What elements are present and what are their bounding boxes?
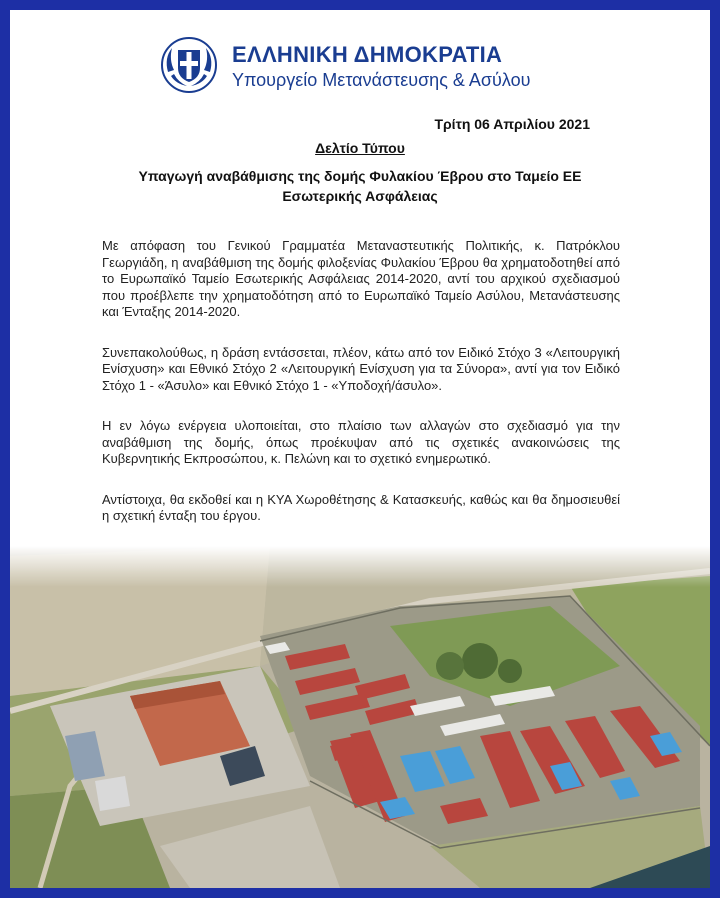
- paragraph: Η εν λόγω ενέργεια υλοποιείται, στο πλαίσιο των αλλαγών στο σχεδιασμό για την αναβάθμιση της δομής, όπως προέκυψαν από τις σχετικές ανακοινώσεις της Κυβερνητικής Εκπροσώπου, κ. Πελώνη και το σχετικό ενημερωτικό.: [102, 418, 620, 466]
- press-release-page: [10, 10, 710, 888]
- release-date: Τρίτη 06 Απριλίου 2021: [434, 116, 590, 132]
- paragraph: Με απόφαση του Γενικού Γραμματέα Μεταναστευτικής Πολιτικής, κ. Πατρόκλου Γεωργιάδη, η αναβάθμιση της δομής φιλοξενίας Φυλακίου Έβρου θα χρηματοδοτηθεί από το Ευρωπαϊκό Ταμείο Εσωτερικής Ασφάλειας 2014-2020, αντί του αρχικού σχεδιασμού που προέβλεπε την χρηματοδότηση από το Ευρωπαϊκό Ταμείο Ασύλου, Μετανάστευσης και Ένταξης 2014-2020.: [102, 238, 620, 319]
- paragraph: Αντίστοιχα, θα εκδοθεί και η ΚΥΑ Χωροθέτησης & Κατασκευής, καθώς και θα δημοσιευθεί η σχετική ένταξη του έργου.: [102, 491, 620, 523]
- body-text: [102, 238, 620, 549]
- ministry-subtitle: Υπουργείο Μετανάστευσης & Ασύλου: [232, 70, 531, 90]
- paragraph: Συνεπακολούθως, η δράση εντάσσεται, πλέον, κάτω από τον Ειδικό Στόχο 3 «Λειτουργική Ενίσχυση» και Εθνικό Στόχο 2 «Λειτουργική Ενίσχυση για τα Σύνορα», αντί για τον Ειδικό Στόχο 1 - «Άσυλο» και Εθνικό Στόχο 1 - «Υποδοχή/άσυλο».: [102, 344, 620, 393]
- letterhead: [10, 32, 710, 102]
- ministry-title: ΕΛΛΗΝΙΚΗ ΔΗΜΟΚΡΑΤΙΑ: [232, 42, 503, 67]
- aerial-photo-facility: [10, 546, 710, 888]
- greek-coat-of-arms-icon: [160, 36, 218, 94]
- press-release-label: Δελτίο Τύπου: [315, 140, 405, 156]
- headline: Υπαγωγή αναβάθμισης της δομής Φυλακίου Έβρου στο Ταμείο ΕΕ Εσωτερικής Ασφάλειας: [138, 168, 582, 204]
